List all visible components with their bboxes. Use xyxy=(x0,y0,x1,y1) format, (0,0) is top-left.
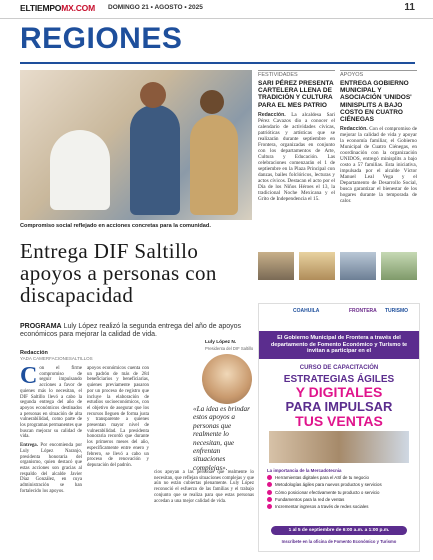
side-story-2-body-text: Con el compromiso de mejorar la calidad de vida y apoyar la economía familiar, el Gobierno Municipal de Cuatro Ciénegas, en coordinación con la organización UNIDOS, entregó minisplits a bajo costo a 57 familias. Esta iniciativa, impulsada por el alcalde Víctor Manuel Leal Vega y el Departamento de Desarrollo Social, busca garantizar el bienestar de los hogares durante la temporada de calor. xyxy=(340,126,417,205)
side-story-1-headline[interactable]: SARI PÉREZ PRESENTA CARTELERA LLENA DE TRADICIÓN Y CULTURA PARA EL MES PATRIO xyxy=(258,80,334,109)
thumbnail-photo xyxy=(381,252,417,280)
side-story-2 xyxy=(340,70,417,204)
thumbnail-photo xyxy=(258,252,294,280)
article-col1-label: Entrega. xyxy=(20,443,38,449)
ad-list-item xyxy=(267,490,411,495)
ad-list-heading: La importancia de la Mercadotecnia xyxy=(267,468,342,473)
main-headline[interactable]: Entrega DIF Saltillo apoyos a personas con discapacidad xyxy=(20,239,217,307)
lead-label: PROGRAMA xyxy=(20,323,62,330)
ad-list-item-text: Fundamentos para la red de ventas xyxy=(275,496,345,502)
photo-figure-person xyxy=(130,105,180,215)
newspaper-logo[interactable] xyxy=(20,3,95,13)
photo-figure-person xyxy=(190,115,238,215)
main-photo-caption: Compromiso social reflejado en acciones concretas para la comunidad. xyxy=(20,223,211,229)
ad-list-item-text: Metodologías ágiles para nuevos productos y servicios xyxy=(275,482,382,488)
quote-author-role: Presidenta del DIF Saltillo xyxy=(205,346,254,351)
lead-text: Luly López realizó la segunda entrega del año de apoyos económicos para mejorar la calidad de vida. xyxy=(20,323,242,338)
ad-title-line-2: Y DIGITALES xyxy=(295,384,383,400)
article-col1-paragraph-text: Por encomienda por Luly López Naranjo, presidenta honoraria del organismo, quien destacó que estas acciones son gracias al respaldo del alcalde Javier Díaz González, en cuya administración se han fortalecido los apoyos. xyxy=(20,443,82,494)
ad-list-item xyxy=(267,475,411,480)
ad-logo-frontera: FRONTERA xyxy=(349,308,377,314)
article-col1-text: on el firme compromiso de seguir impulsando acciones a favor de quienes más lo necesitan, el DIF Saltillo llevó a cabo la segunda entrega del año de apoyos económicos destinados a personas en situación de alta vulnerabilidad, como parte de los programas permanentes que buscan mejorar su calidad de vida. xyxy=(20,366,82,440)
ad-list-item-text: Incrementar ingresos a través de redes sociales xyxy=(275,504,369,510)
advertisement[interactable] xyxy=(258,303,420,552)
section-divider xyxy=(20,62,415,64)
ad-title-line-4: TUS VENTAS xyxy=(295,413,383,429)
ad-date-pill: 1 al 5 de septiembre de 6:00 a.m. a 1:00 p.m. xyxy=(271,526,407,535)
article-col1-paragraph xyxy=(20,443,82,494)
author-portrait xyxy=(202,354,252,404)
ad-course-label: CURSO DE CAPACITACIÓN xyxy=(299,365,379,371)
ad-band-text: El Gobierno Municipal de Frontera a través del departamento de Fomento Económico y Turismo te invitan a participar en el xyxy=(270,335,408,355)
side-story-1-body xyxy=(258,112,335,202)
bullet-icon xyxy=(267,497,272,502)
page-number: 11 xyxy=(404,2,415,13)
main-lead xyxy=(20,323,252,339)
ad-photo xyxy=(269,431,409,463)
logo-domain-text: .COM xyxy=(73,3,95,13)
bullet-icon xyxy=(267,504,272,509)
ad-logo-coahuila: COAHUILA xyxy=(293,308,320,314)
ad-title-line-1: ESTRATEGIAS ÁGILES xyxy=(283,374,395,385)
side-story-1-body-text: La alcaldesa Sari Pérez Cavazos dio a conocer el calendario de actividades cívicas, patrióticas y artísticas que se realizarán durante septiembre en Frontera, organizadas en conjunto con los departamentos de Arte, Cultura y Educación. Las celebraciones comenzarán el 1 de septiembre en la Plaza Principal con danzas, bailes folclóricos, lecturas y actos cívicos. Destacan el acto por el Día de los Niños Héroes el 13, la tradicional Noche Mexicana y el Grito de Independencia el 15. xyxy=(258,111,336,202)
side-story-1-kicker: FESTIVIDADES xyxy=(258,70,335,78)
article-column-2: apoyos económicos cuenta con un padrón de más de 284 beneficiarios y beneficiarias, quienes previamente pasaron por un proceso de registro que incluye la elaboración de estudios socioeconómicos, con el objetivo de asegurar que los recursos lleguen de forma justa y transparente a quienes presentan mayor nivel de vulnerabilidad. La presidenta honoraria recordó que durante los primeros meses del año, específicamente entre enero y febrero, se llevó a cabo un proceso de renovación y depuración del padrón. xyxy=(87,366,149,468)
masthead-bar xyxy=(0,0,433,19)
ad-list-item xyxy=(267,482,411,487)
photo-thumbnails xyxy=(258,252,418,282)
ad-logo-turismo: TURISMO xyxy=(385,308,409,314)
drop-cap: C xyxy=(20,363,38,389)
photo-figure-wheelchair xyxy=(50,130,110,210)
article-byline: Redacción xyxy=(20,350,48,356)
side-story-2-body xyxy=(340,126,417,204)
ad-list-item xyxy=(267,497,411,502)
side-story-2-kicker: APOYOS xyxy=(340,70,417,78)
issue-date: DOMINGO 21 • AGOSTO • 2025 xyxy=(108,4,203,11)
side-story-2-headline[interactable]: ENTREGA GOBIERNO MUNICIPAL Y ASOCIACIÓN 'UNIDOS' MINISPLITS A BAJO COSTO EN CUATRO CIÉNEGAS xyxy=(340,80,412,124)
ad-list-item-text: Herramientas digitales para el ASÍ de tu negocio xyxy=(275,475,369,480)
bullet-icon xyxy=(267,490,272,495)
bullet-icon xyxy=(267,482,272,487)
ad-list-item-text: Cómo posicionar efectivamente tu producto o servicio xyxy=(275,489,380,495)
side-story-1 xyxy=(258,70,335,202)
photo-figure-head xyxy=(200,90,224,114)
section-title: REGIONES xyxy=(20,22,183,55)
ad-title-line-3: PARA IMPULSAR xyxy=(285,399,393,414)
ad-logo-strip xyxy=(259,304,419,330)
article-column-3: cios apoyan a las personas que realmente lo necesitan, que reflejan situaciones complejas y que aún no están cubiertas plenamente. Luly López reconoció el esfuerzo de las familias y el trabajo conjunto que se realiza para que estas personas accedan a una mejor calidad de vida. xyxy=(154,470,254,504)
logo-main-text: ELTIEMPO xyxy=(20,3,62,13)
main-photo xyxy=(20,70,252,220)
thumbnail-photo xyxy=(299,252,335,280)
ad-list-item xyxy=(267,504,411,509)
pull-quote: «La idea es brindar estos apoyos a personas que realmente lo necesitan, que enfrentan situaciones complejas». xyxy=(193,405,250,472)
bullet-icon xyxy=(267,475,272,480)
ad-topic-list xyxy=(267,468,411,511)
article-byline-sub: YADA CAMERFACIONESALTILLOS xyxy=(20,356,93,361)
quote-author-name: Luly López N. xyxy=(205,340,237,345)
side-story-1-body-label: Redacción. xyxy=(258,111,286,118)
side-story-2-body-label: Redacción. xyxy=(340,126,368,133)
logo-suffix-text: MX xyxy=(61,3,74,13)
article-column-1 xyxy=(20,363,82,494)
ad-footer: Inscríbete en la oficina de Fomento Económico y Turismo xyxy=(281,539,397,544)
photo-figure-head xyxy=(140,82,166,108)
thumbnail-photo xyxy=(340,252,376,280)
